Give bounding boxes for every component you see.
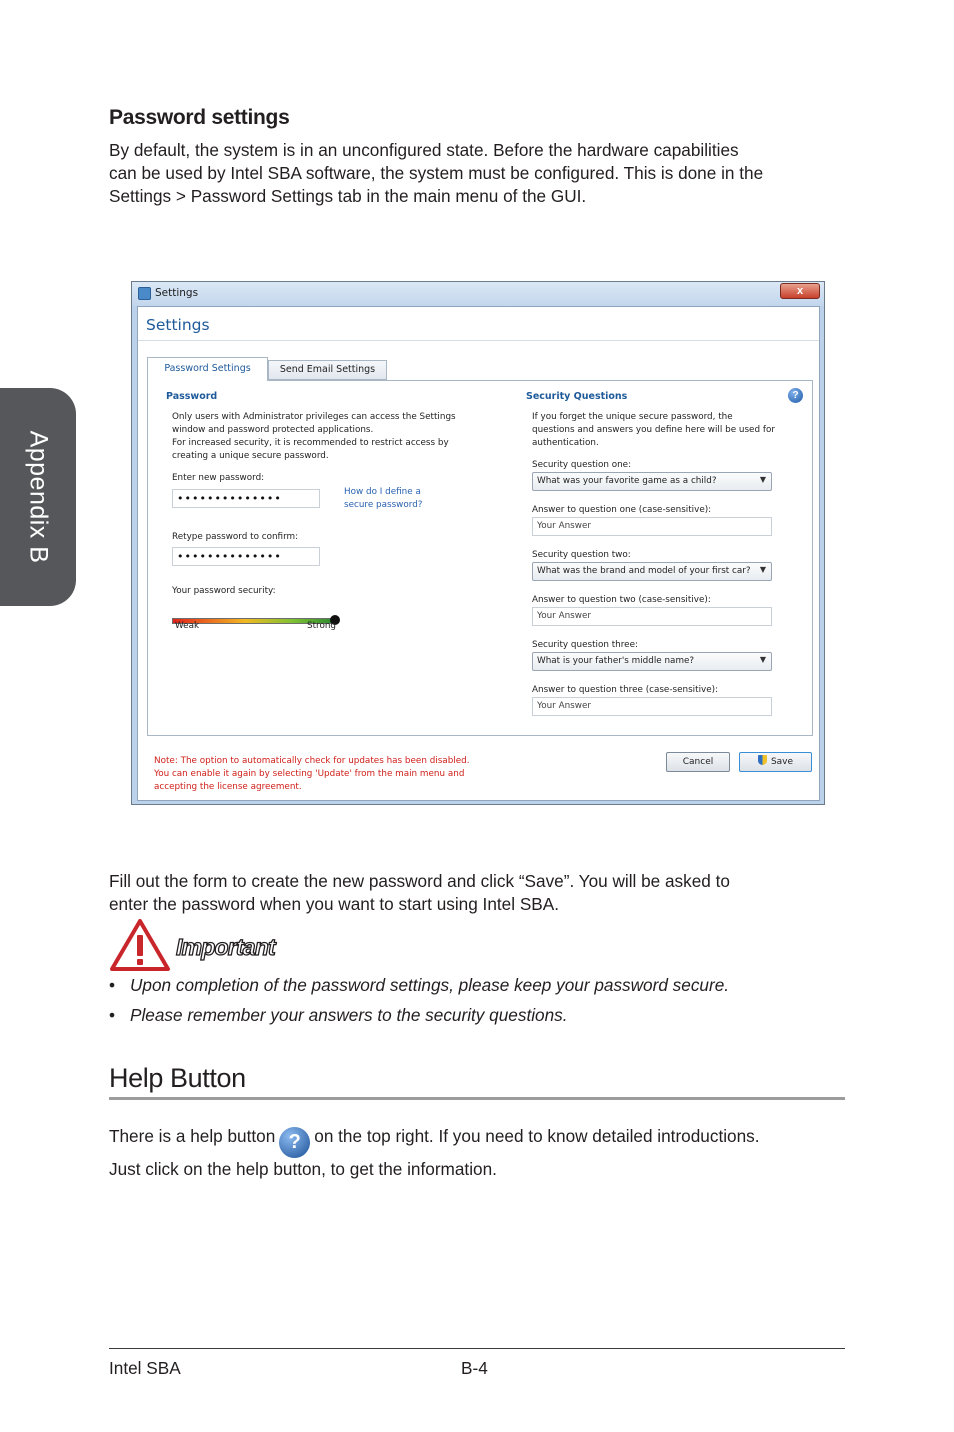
help-button-heading: Help Button [109, 1063, 246, 1093]
question-one-label: Security question one: [532, 460, 632, 470]
note-line: You can enable it again by selecting 'Update' from the main menu and [154, 769, 465, 779]
appendix-side-tab-label: Appendix B [24, 430, 53, 564]
desc-line: authentication. [532, 438, 599, 448]
question-two-select[interactable] [532, 562, 772, 581]
question-three-select[interactable] [532, 652, 772, 671]
question-icon[interactable]: ? [788, 388, 803, 403]
paragraph-line: enter the password when you want to start using Intel SBA. [109, 894, 559, 914]
save-label: Save [770, 757, 794, 767]
bullet-dot: • [109, 975, 116, 995]
paragraph-line: Fill out the form to create the new password and click “Save”. You will be asked to [109, 871, 730, 891]
bullet-text: Please remember your answers to the security questions. [130, 1005, 568, 1025]
new-password-label: Enter new password: [172, 473, 265, 483]
warning-icon [109, 918, 171, 972]
desc-line: questions and answers you define here will be used for [532, 425, 775, 435]
question-three-value: What is your father's middle name? [537, 656, 695, 666]
help-line-2: Just click on the help button, to get the information. [109, 1159, 497, 1179]
answer-two-label: Answer to question two (case-sensitive): [532, 595, 711, 605]
desc-line: window and password protected applications. [172, 425, 374, 435]
bullet-text: Upon completion of the password settings, please keep your password secure. [130, 975, 730, 995]
footer-title: Intel SBA [109, 1358, 181, 1378]
note-line: accepting the license agreement. [154, 782, 302, 792]
desc-line: Only users with Administrator privileges can access the Settings [172, 412, 456, 422]
update-note [154, 755, 470, 794]
desc-line: creating a unique secure password. [172, 451, 329, 461]
desc-line: For increased security, it is recommended to restrict access by [172, 438, 449, 448]
link-line: secure password? [344, 500, 423, 510]
fill-out-paragraph [109, 870, 849, 916]
help-line-1 [109, 1125, 849, 1158]
close-button[interactable]: x [780, 283, 820, 299]
section-title: Password settings [109, 106, 290, 129]
window-titlebar [132, 282, 824, 306]
help-text-after: on the top right. If you need to know detailed introductions. [314, 1126, 760, 1146]
note-line: Note: The option to automatically check for updates has been disabled. [154, 756, 470, 766]
intro-line: Settings > Password Settings tab in the main menu of the GUI. [109, 186, 587, 206]
window-heading: Settings [146, 316, 210, 334]
dropdown-arrow-icon: ▼ [759, 475, 766, 484]
footer-rule [109, 1348, 845, 1349]
save-button[interactable] [739, 752, 812, 772]
security-description [532, 411, 802, 450]
question-one-value: What was your favorite game as a child? [537, 476, 717, 486]
link-line: How do I define a [344, 487, 421, 497]
answer-two-input[interactable]: Your Answer [532, 607, 772, 626]
password-security-label: Your password security: [172, 586, 276, 596]
password-section-title: Password [166, 391, 218, 402]
question-three-label: Security question three: [532, 640, 638, 650]
intro-paragraph [109, 139, 849, 208]
question-two-value: What was the brand and model of your first car? [537, 566, 751, 576]
new-password-input[interactable]: •••••••••••••• [172, 489, 320, 508]
window-title: Settings [155, 287, 199, 299]
cancel-button[interactable]: Cancel [666, 752, 730, 772]
help-paragraph [109, 1125, 849, 1181]
question-two-label: Security question two: [532, 550, 631, 560]
tab-password-settings[interactable]: Password Settings [147, 357, 268, 381]
settings-window [131, 281, 825, 805]
heading-divider [138, 340, 819, 341]
intro-line: can be used by Intel SBA software, the system must be configured. This is done in the [109, 163, 764, 183]
weak-label: Weak [175, 621, 200, 631]
retype-password-label: Retype password to confirm: [172, 532, 299, 542]
security-questions-title: Security Questions [526, 391, 628, 402]
question-one-select[interactable] [532, 472, 772, 491]
desc-line: If you forget the unique secure password, the [532, 412, 733, 422]
strong-label: Strong [307, 621, 336, 631]
password-description [172, 411, 482, 463]
answer-three-input[interactable]: Your Answer [532, 697, 772, 716]
dropdown-arrow-icon: ▼ [759, 655, 766, 664]
answer-one-input[interactable]: Your Answer [532, 517, 772, 536]
dropdown-arrow-icon: ▼ [759, 565, 766, 574]
tab-send-email-settings[interactable]: Send Email Settings [268, 360, 387, 380]
important-label: Important [176, 934, 275, 960]
answer-one-label: Answer to question one (case-sensitive): [532, 505, 712, 515]
page-number: B-4 [461, 1358, 488, 1378]
app-icon [138, 287, 151, 300]
window-content [137, 306, 820, 801]
secure-password-help-link[interactable] [344, 486, 422, 512]
help-text-before: There is a help button [109, 1126, 276, 1146]
heading-rule [109, 1097, 845, 1100]
tab-panel [147, 380, 813, 736]
retype-password-input[interactable]: •••••••••••••• [172, 547, 320, 566]
intro-line: By default, the system is in an unconfigured state. Before the hardware capabilities [109, 140, 739, 160]
answer-three-label: Answer to question three (case-sensitive): [532, 685, 719, 695]
shield-icon [758, 755, 767, 765]
bullet-dot: • [109, 1005, 116, 1025]
help-icon: ? [279, 1127, 310, 1158]
